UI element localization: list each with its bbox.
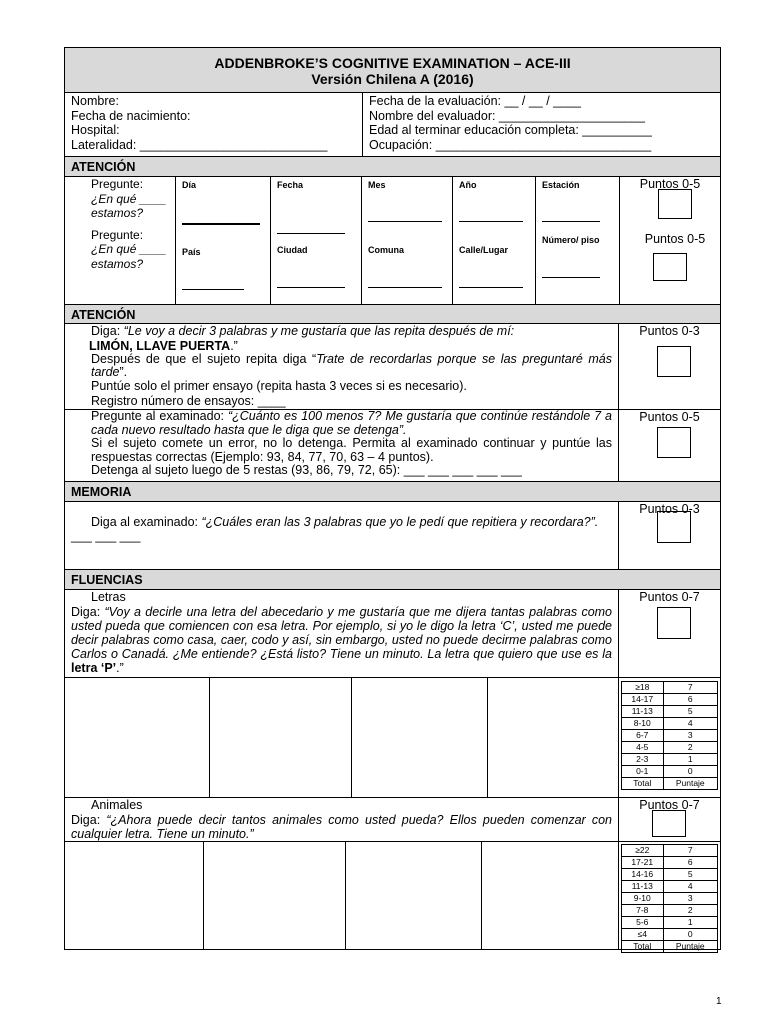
estacion-blank[interactable] xyxy=(542,221,600,222)
score-points: 4 xyxy=(663,881,717,893)
pais-blank[interactable] xyxy=(182,289,244,290)
diga-instruction: “Le voy a decir 3 palabras y me gustaría que las repita después de mí: xyxy=(123,324,515,338)
score-row xyxy=(622,929,718,941)
score-table-letras xyxy=(621,681,718,790)
score-points: 3 xyxy=(663,730,717,742)
score-points: 0 xyxy=(663,766,717,778)
memoria-blanks[interactable]: ___ ___ ___ xyxy=(71,528,141,543)
col-numero-piso: Número/ piso xyxy=(542,235,600,245)
score-range: 14-17 xyxy=(622,694,664,706)
score-row xyxy=(622,754,718,766)
score-box[interactable] xyxy=(657,346,691,377)
after-instruction: Trate de recordarlas porque se las preguntaré más tarde xyxy=(91,352,612,379)
score-box[interactable] xyxy=(652,810,686,837)
pregunte-text-1: ¿En qué ____ estamos? xyxy=(91,191,167,220)
col-mes: Mes xyxy=(368,180,386,190)
ciudad-blank[interactable] xyxy=(277,287,345,288)
lateralidad-field[interactable]: Lateralidad: ___________________________ xyxy=(71,137,328,152)
puntue-text: Puntúe solo el primer ensayo (repita hasta 3 veces si es necesario). xyxy=(91,379,467,393)
score-row xyxy=(622,730,718,742)
score-points: 1 xyxy=(663,754,717,766)
score-points: Puntaje xyxy=(663,941,717,953)
response-column[interactable] xyxy=(351,678,487,797)
score-points: 2 xyxy=(663,905,717,917)
form-subtitle: Versión Chilena A (2016) xyxy=(311,71,474,87)
animales-response-grid xyxy=(65,841,720,949)
score-range: 2-3 xyxy=(622,754,664,766)
fecha-blank[interactable] xyxy=(277,233,345,234)
fecha-nacimiento-field[interactable]: Fecha de nacimiento: xyxy=(71,108,191,123)
pregunte-label: Pregunte al examinado: xyxy=(91,409,228,423)
score-box[interactable] xyxy=(657,511,691,543)
score-range: 7-8 xyxy=(622,905,664,917)
score-row xyxy=(622,881,718,893)
col-estacion: Estación xyxy=(542,180,580,190)
score-row xyxy=(622,905,718,917)
score-range: 9-10 xyxy=(622,893,664,905)
score-points: Puntaje xyxy=(663,778,717,790)
pregunte-text-2: ¿En qué ____ estamos? xyxy=(91,242,167,271)
col-ciudad: Ciudad xyxy=(277,245,308,255)
dia-blank[interactable] xyxy=(182,223,260,225)
memoria-text: Diga al examinado: xyxy=(91,515,202,529)
score-range: 0-1 xyxy=(622,766,664,778)
target-words-end: .” xyxy=(230,338,238,353)
puntos-label: Puntos 0-5 xyxy=(644,232,706,246)
serial-sevens-instruction: “¿Cuánto es 100 menos 7? Me gustaría que continúe restándole 7 a cada nuevo resultado hasta que le diga que se detenga”. xyxy=(91,409,612,437)
atencion-registro xyxy=(65,323,720,409)
mes-blank[interactable] xyxy=(368,221,442,222)
score-row xyxy=(622,706,718,718)
col-dia: Día xyxy=(182,180,197,190)
response-column[interactable] xyxy=(487,678,618,797)
score-row xyxy=(622,917,718,929)
hospital-field[interactable]: Hospital: xyxy=(71,123,120,137)
score-box[interactable] xyxy=(653,253,687,281)
form-title: ADDENBROKE’S COGNITIVE EXAMINATION – ACE-III xyxy=(214,55,571,71)
nombre-field[interactable]: Nombre: xyxy=(71,94,119,108)
response-column[interactable] xyxy=(209,678,351,797)
response-column[interactable] xyxy=(203,842,345,949)
letras-instruction: “Voy a decirle una letra del abecedario y me gustaría que me dijera tantas palabras como usted pueda que comiencen con esa letra. Por ejemplo, si yo le digo la letra ‘C’, usted me puede decir palabras como casa, caer, codo y así, sin embargo, usted no puede decirme palabras como Carlos o Canadá. ¿Me entiende? ¿Está listo? Tiene un minuto. La letra que quiero que use es la xyxy=(71,604,613,661)
memoria-recall xyxy=(65,501,720,569)
puntos-label: Puntos 0-3 xyxy=(639,502,700,516)
score-box[interactable] xyxy=(658,189,692,219)
response-column[interactable] xyxy=(65,678,209,797)
score-points: 7 xyxy=(663,682,717,694)
page-number: 1 xyxy=(716,996,722,1007)
response-column[interactable] xyxy=(481,842,618,949)
registro-ensayos[interactable]: Registro número de ensayos: ____ xyxy=(91,393,286,408)
score-range: 8-10 xyxy=(622,718,664,730)
target-words: LIMÓN, LLAVE PUERTA xyxy=(89,338,231,353)
score-range: 11-13 xyxy=(622,706,664,718)
score-range: 5-6 xyxy=(622,917,664,929)
col-calle: Calle/Lugar xyxy=(459,245,509,255)
score-points: 6 xyxy=(663,857,717,869)
puntos-label: Puntos 0-5 xyxy=(639,410,700,424)
response-column[interactable] xyxy=(345,842,481,949)
col-fecha: Fecha xyxy=(277,180,304,190)
score-points: 7 xyxy=(663,845,717,857)
after-text: Después de que el sujeto repita diga “ xyxy=(91,352,317,366)
score-points: 3 xyxy=(663,893,717,905)
calle-blank[interactable] xyxy=(459,287,523,288)
score-range: Total xyxy=(622,778,664,790)
col-ano: Año xyxy=(459,180,477,190)
animales-label: Animales xyxy=(91,798,143,812)
score-range: ≤4 xyxy=(622,929,664,941)
patient-info xyxy=(65,92,720,156)
after-end: ”. xyxy=(119,365,128,379)
col-pais: País xyxy=(182,247,201,257)
detenga-text[interactable]: Detenga al sujeto luego de 5 restas (93, 86, 79, 72, 65): ___ ___ ___ ___ ___ xyxy=(91,463,522,477)
letra-end: .” xyxy=(116,660,124,675)
section-heading-atencion-2: ATENCIÓN xyxy=(65,304,720,323)
score-points: 5 xyxy=(663,869,717,881)
score-row xyxy=(622,778,718,790)
fluencias-animales xyxy=(65,797,720,841)
score-row xyxy=(622,742,718,754)
ace-iii-form xyxy=(64,47,721,950)
letras-label: Letras xyxy=(91,590,126,604)
atencion-orientation xyxy=(65,176,720,304)
puntos-label: Puntos 0-3 xyxy=(639,324,700,338)
letra-p: letra ‘P’ xyxy=(71,660,117,675)
score-box[interactable] xyxy=(657,607,691,639)
puntos-label: Puntos 0-7 xyxy=(639,590,700,604)
letras-response-grid xyxy=(65,677,720,797)
score-row xyxy=(622,718,718,730)
edad-educacion-field[interactable]: Edad al terminar educación completa: __________ xyxy=(369,123,652,137)
score-row xyxy=(622,857,718,869)
score-range: 11-13 xyxy=(622,881,664,893)
score-row xyxy=(622,845,718,857)
evaluador-field[interactable]: Nombre del evaluador: _____________________ xyxy=(369,108,645,123)
score-range: 17-21 xyxy=(622,857,664,869)
fluencias-letras xyxy=(65,589,720,677)
fecha-evaluacion-field[interactable]: Fecha de la evaluación: __ / __ / ____ xyxy=(369,94,581,108)
puntos-label: Puntos 0-7 xyxy=(639,798,700,812)
score-points: 1 xyxy=(663,917,717,929)
score-row xyxy=(622,941,718,953)
section-heading-fluencias: FLUENCIAS xyxy=(65,569,720,589)
score-points: 6 xyxy=(663,694,717,706)
form-header xyxy=(65,48,720,92)
score-range: ≥18 xyxy=(622,682,664,694)
score-points: 0 xyxy=(663,929,717,941)
score-row xyxy=(622,766,718,778)
score-points: 5 xyxy=(663,706,717,718)
atencion-serial-sevens xyxy=(65,409,720,481)
ano-blank[interactable] xyxy=(459,221,523,222)
col-comuna: Comuna xyxy=(368,245,404,255)
puntos-label: Puntos 0-5 xyxy=(639,177,701,191)
score-row xyxy=(622,694,718,706)
section-heading-memoria: MEMORIA xyxy=(65,481,720,501)
score-row xyxy=(622,682,718,694)
diga-label: Diga: xyxy=(71,812,107,827)
diga-label: Diga: xyxy=(91,324,124,338)
memoria-instruction: “¿Cuáles eran las 3 palabras que yo le pedí que repitiera y recordara?”. xyxy=(201,515,599,529)
diga-label: Diga: xyxy=(71,604,105,619)
score-range: 14-16 xyxy=(622,869,664,881)
score-points: 2 xyxy=(663,742,717,754)
score-row xyxy=(622,893,718,905)
pregunte-label-2: Pregunte: xyxy=(91,227,144,242)
animales-instruction: “¿Ahora puede decir tantos animales como usted pueda? Ellos pueden comenzar con cualquier letra. Tiene un minuto.” xyxy=(71,812,613,841)
ocupacion-field[interactable]: Ocupación: _______________________________ xyxy=(369,137,652,152)
score-table-animales xyxy=(621,844,718,953)
numero-piso-blank[interactable] xyxy=(542,277,600,278)
score-box[interactable] xyxy=(657,427,691,458)
score-range: 6-7 xyxy=(622,730,664,742)
comuna-blank[interactable] xyxy=(368,287,442,288)
score-range: Total xyxy=(622,941,664,953)
score-range: ≥22 xyxy=(622,845,664,857)
score-points: 4 xyxy=(663,718,717,730)
pregunte-label-1: Pregunte: xyxy=(91,177,144,191)
error-instruction: Si el sujeto comete un error, no lo detenga. Permita al examinado continuar y puntúe las respuestas correctas (Ejemplo: 93, 84, 77, 70, 63 – 4 puntos). xyxy=(91,436,612,464)
response-column[interactable] xyxy=(65,842,203,949)
score-row xyxy=(622,869,718,881)
score-range: 4-5 xyxy=(622,742,664,754)
section-heading-atencion: ATENCIÓN xyxy=(65,156,720,176)
